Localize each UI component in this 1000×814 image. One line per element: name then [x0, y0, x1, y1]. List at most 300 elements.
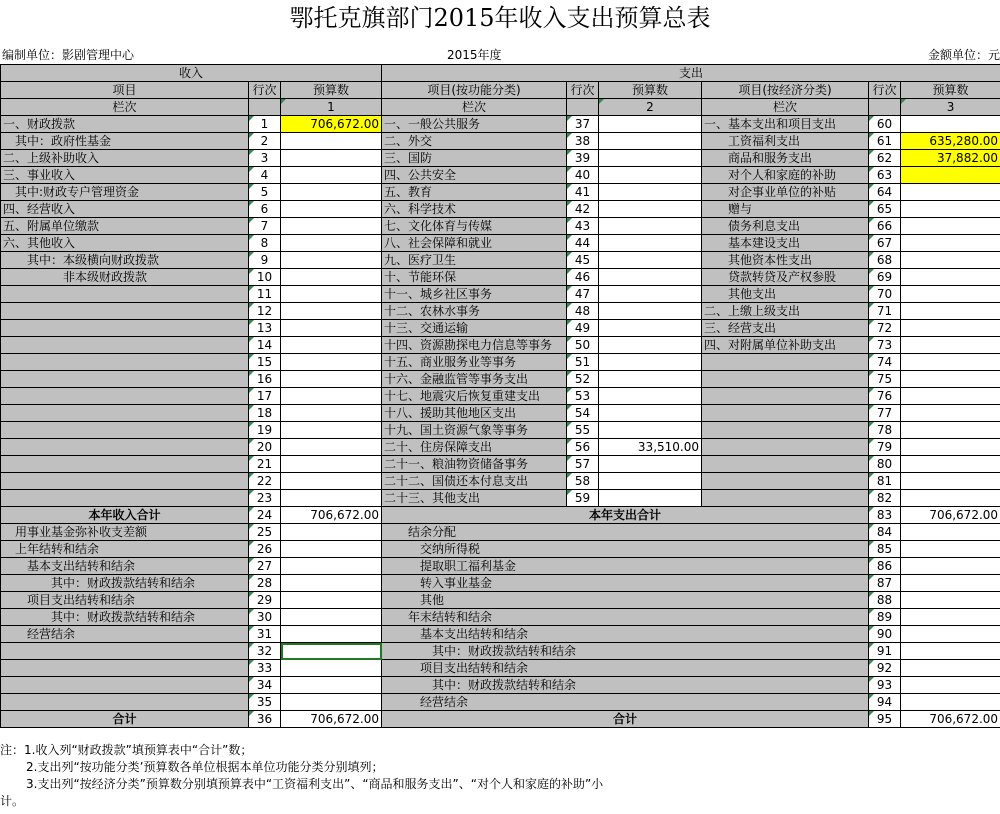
- func-item-cell[interactable]: 四、公共安全: [382, 167, 567, 184]
- line-number-cell[interactable]: 77: [869, 405, 901, 422]
- econ-line-header[interactable]: 行次: [869, 82, 901, 99]
- income-budget-cell[interactable]: [281, 643, 382, 660]
- line-number-cell[interactable]: 93: [869, 677, 901, 694]
- econ-item-cell[interactable]: 其他资本性支出: [702, 252, 869, 269]
- func-item-cell[interactable]: 九、医疗卫生: [382, 252, 567, 269]
- line-number-cell[interactable]: 36: [249, 711, 281, 728]
- econ-item-cell[interactable]: 一、基本支出和项目支出: [702, 116, 869, 133]
- func-item-cell[interactable]: 十八、援助其他地区支出: [382, 405, 567, 422]
- line-number-cell[interactable]: 83: [869, 507, 901, 524]
- line-number-cell[interactable]: 56: [567, 439, 599, 456]
- func-item-cell[interactable]: 十一、城乡社区事务: [382, 286, 567, 303]
- income-budget-cell[interactable]: [281, 371, 382, 388]
- line-number-cell[interactable]: 35: [249, 694, 281, 711]
- line-number-cell[interactable]: 7: [249, 218, 281, 235]
- line-number-cell[interactable]: 21: [249, 456, 281, 473]
- econ-item-cell[interactable]: [702, 354, 869, 371]
- econ-item-header[interactable]: 项目(按经济分类): [702, 82, 869, 99]
- expense-item-cell[interactable]: 转入事业基金: [382, 575, 869, 592]
- line-number-cell[interactable]: 17: [249, 388, 281, 405]
- line-number-cell[interactable]: 89: [869, 609, 901, 626]
- line-number-cell[interactable]: 50: [567, 337, 599, 354]
- func-item-cell[interactable]: 十三、交通运输: [382, 320, 567, 337]
- line-number-cell[interactable]: 33: [249, 660, 281, 677]
- func-budget-cell[interactable]: [599, 320, 702, 337]
- line-number-cell[interactable]: 44: [567, 235, 599, 252]
- func-budget-cell[interactable]: [599, 184, 702, 201]
- line-number-cell[interactable]: 70: [869, 286, 901, 303]
- income-budget-cell[interactable]: [281, 456, 382, 473]
- func-budget-cell[interactable]: [599, 133, 702, 150]
- income-item-cell[interactable]: 四、经营收入: [1, 201, 249, 218]
- func-item-cell[interactable]: 二、外交: [382, 133, 567, 150]
- func-item-cell[interactable]: 二十三、其他支出: [382, 490, 567, 507]
- expense-budget-cell[interactable]: [901, 609, 1000, 626]
- line-number-cell[interactable]: 74: [869, 354, 901, 371]
- line-number-cell[interactable]: 45: [567, 252, 599, 269]
- func-budget-cell[interactable]: [599, 371, 702, 388]
- line-number-cell[interactable]: 19: [249, 422, 281, 439]
- income-item-cell[interactable]: [1, 473, 249, 490]
- expense-item-cell[interactable]: 基本支出结转和结余: [382, 626, 869, 643]
- line-number-cell[interactable]: 76: [869, 388, 901, 405]
- econ-budget-cell[interactable]: [901, 388, 1000, 405]
- line-number-cell[interactable]: 3: [249, 150, 281, 167]
- line-number-cell[interactable]: 30: [249, 609, 281, 626]
- line-number-cell[interactable]: 78: [869, 422, 901, 439]
- line-number-cell[interactable]: 38: [567, 133, 599, 150]
- line-number-cell[interactable]: 24: [249, 507, 281, 524]
- line-number-cell[interactable]: 13: [249, 320, 281, 337]
- econ-item-cell[interactable]: 工资福利支出: [702, 133, 869, 150]
- func-budget-cell[interactable]: [599, 490, 702, 507]
- line-number-cell[interactable]: 27: [249, 558, 281, 575]
- func-budget-cell[interactable]: [599, 303, 702, 320]
- income-budget-cell[interactable]: [281, 286, 382, 303]
- line-number-cell[interactable]: 49: [567, 320, 599, 337]
- column-index-label[interactable]: 栏次: [702, 99, 869, 116]
- line-number-cell[interactable]: 2: [249, 133, 281, 150]
- line-number-cell[interactable]: 22: [249, 473, 281, 490]
- income-budget-cell[interactable]: [281, 150, 382, 167]
- expense-item-cell[interactable]: 结余分配: [382, 524, 869, 541]
- line-number-cell[interactable]: 71: [869, 303, 901, 320]
- line-number-cell[interactable]: 6: [249, 201, 281, 218]
- income-item-cell[interactable]: [1, 694, 249, 711]
- line-number-cell[interactable]: 48: [567, 303, 599, 320]
- econ-budget-cell[interactable]: [901, 269, 1000, 286]
- income-item-cell[interactable]: [1, 354, 249, 371]
- func-item-cell[interactable]: 十二、农林水事务: [382, 303, 567, 320]
- line-number-cell[interactable]: 15: [249, 354, 281, 371]
- column-index-3[interactable]: 3: [901, 99, 1000, 116]
- income-item-cell[interactable]: 其中:财政专户管理资金: [1, 184, 249, 201]
- line-number-cell[interactable]: 28: [249, 575, 281, 592]
- econ-budget-cell[interactable]: [901, 320, 1000, 337]
- func-item-cell[interactable]: 十五、商业服务业等事务: [382, 354, 567, 371]
- income-budget-cell[interactable]: [281, 490, 382, 507]
- income-item-cell[interactable]: 非本级财政拨款: [1, 269, 249, 286]
- line-number-cell[interactable]: 79: [869, 439, 901, 456]
- func-line-header[interactable]: 行次: [567, 82, 599, 99]
- func-item-cell[interactable]: 八、社会保障和就业: [382, 235, 567, 252]
- line-number-cell[interactable]: 10: [249, 269, 281, 286]
- line-number-cell[interactable]: 39: [567, 150, 599, 167]
- income-item-cell[interactable]: [1, 303, 249, 320]
- income-item-cell[interactable]: 五、附属单位缴款: [1, 218, 249, 235]
- line-number-cell[interactable]: 81: [869, 473, 901, 490]
- func-budget-cell[interactable]: [599, 167, 702, 184]
- expense-total-label[interactable]: 本年支出合计: [382, 507, 869, 524]
- line-number-cell[interactable]: 84: [869, 524, 901, 541]
- econ-item-cell[interactable]: 三、经营支出: [702, 320, 869, 337]
- income-budget-cell[interactable]: [281, 541, 382, 558]
- func-item-cell[interactable]: 二十一、粮油物资储备事务: [382, 456, 567, 473]
- expense-budget-cell[interactable]: [901, 643, 1000, 660]
- column-index-1[interactable]: 1: [281, 99, 382, 116]
- income-budget-cell[interactable]: [281, 388, 382, 405]
- income-budget-cell[interactable]: [281, 677, 382, 694]
- income-item-cell[interactable]: [1, 388, 249, 405]
- income-budget-cell[interactable]: [281, 218, 382, 235]
- line-number-cell[interactable]: 46: [567, 269, 599, 286]
- expense-budget-cell[interactable]: [901, 694, 1000, 711]
- expense-total-value[interactable]: 706,672.00: [901, 507, 1000, 524]
- line-number-cell[interactable]: 53: [567, 388, 599, 405]
- expense-budget-cell[interactable]: [901, 575, 1000, 592]
- func-item-cell[interactable]: 三、国防: [382, 150, 567, 167]
- func-budget-cell[interactable]: 33,510.00: [599, 439, 702, 456]
- line-number-cell[interactable]: 65: [869, 201, 901, 218]
- line-number-cell[interactable]: 90: [869, 626, 901, 643]
- econ-item-cell[interactable]: [702, 422, 869, 439]
- func-budget-cell[interactable]: [599, 269, 702, 286]
- income-budget-cell[interactable]: [281, 439, 382, 456]
- line-number-cell[interactable]: 20: [249, 439, 281, 456]
- line-number-cell[interactable]: 80: [869, 456, 901, 473]
- econ-budget-cell[interactable]: [901, 116, 1000, 133]
- income-budget-cell[interactable]: [281, 524, 382, 541]
- line-number-cell[interactable]: 63: [869, 167, 901, 184]
- expense-item-cell[interactable]: 其中：财政拨款结转和结余: [382, 643, 869, 660]
- econ-item-cell[interactable]: 对个人和家庭的补助: [702, 167, 869, 184]
- income-budget-cell[interactable]: [281, 303, 382, 320]
- line-number-cell[interactable]: 66: [869, 218, 901, 235]
- econ-item-cell[interactable]: [702, 405, 869, 422]
- line-number-cell[interactable]: 31: [249, 626, 281, 643]
- income-item-cell[interactable]: 二、上级补助收入: [1, 150, 249, 167]
- income-total-value[interactable]: 706,672.00: [281, 507, 382, 524]
- line-number-cell[interactable]: 34: [249, 677, 281, 694]
- income-budget-cell[interactable]: [281, 320, 382, 337]
- income-budget-cell[interactable]: [281, 609, 382, 626]
- line-number-cell[interactable]: 18: [249, 405, 281, 422]
- line-number-cell[interactable]: 61: [869, 133, 901, 150]
- line-number-cell[interactable]: 32: [249, 643, 281, 660]
- income-item-cell[interactable]: [1, 677, 249, 694]
- econ-budget-cell[interactable]: [901, 252, 1000, 269]
- line-number-cell[interactable]: 4: [249, 167, 281, 184]
- econ-budget-cell[interactable]: [901, 337, 1000, 354]
- expense-budget-cell[interactable]: [901, 524, 1000, 541]
- income-budget-cell[interactable]: [281, 235, 382, 252]
- func-budget-cell[interactable]: [599, 235, 702, 252]
- expense-budget-cell[interactable]: [901, 592, 1000, 609]
- econ-item-cell[interactable]: 四、对附属单位补助支出: [702, 337, 869, 354]
- income-item-cell[interactable]: 其中：财政拨款结转和结余: [1, 575, 249, 592]
- line-number-cell[interactable]: 64: [869, 184, 901, 201]
- func-item-cell[interactable]: 十四、资源勘探电力信息等事务: [382, 337, 567, 354]
- line-number-cell[interactable]: 42: [567, 201, 599, 218]
- func-budget-cell[interactable]: [599, 473, 702, 490]
- econ-item-cell[interactable]: [702, 388, 869, 405]
- income-budget-cell[interactable]: [281, 167, 382, 184]
- expense-item-cell[interactable]: 年末结转和结余: [382, 609, 869, 626]
- econ-budget-cell[interactable]: [901, 371, 1000, 388]
- income-budget-cell[interactable]: [281, 184, 382, 201]
- line-number-cell[interactable]: 43: [567, 218, 599, 235]
- line-number-cell[interactable]: 91: [869, 643, 901, 660]
- income-item-cell[interactable]: 三、事业收入: [1, 167, 249, 184]
- income-item-cell[interactable]: 用事业基金弥补收支差额: [1, 524, 249, 541]
- income-budget-header[interactable]: 预算数: [281, 82, 382, 99]
- line-number-cell[interactable]: 52: [567, 371, 599, 388]
- income-item-cell[interactable]: 上年结转和结余: [1, 541, 249, 558]
- econ-item-cell[interactable]: 商品和服务支出: [702, 150, 869, 167]
- income-item-cell[interactable]: 其中：本级横向财政拨款: [1, 252, 249, 269]
- expense-budget-cell[interactable]: [901, 541, 1000, 558]
- econ-budget-cell[interactable]: [901, 422, 1000, 439]
- line-number-cell[interactable]: 1: [249, 116, 281, 133]
- line-number-cell[interactable]: 47: [567, 286, 599, 303]
- column-index-label[interactable]: 栏次: [1, 99, 249, 116]
- econ-item-cell[interactable]: [702, 371, 869, 388]
- line-number-cell[interactable]: 59: [567, 490, 599, 507]
- econ-budget-cell[interactable]: [901, 456, 1000, 473]
- income-total-value[interactable]: 706,672.00: [281, 711, 382, 728]
- income-item-header[interactable]: 项目: [1, 82, 249, 99]
- income-budget-cell[interactable]: [281, 133, 382, 150]
- line-number-cell[interactable]: 62: [869, 150, 901, 167]
- income-item-cell[interactable]: [1, 422, 249, 439]
- econ-item-cell[interactable]: [702, 439, 869, 456]
- income-budget-cell[interactable]: [281, 422, 382, 439]
- line-number-cell[interactable]: 12: [249, 303, 281, 320]
- income-item-cell[interactable]: 基本支出结转和结余: [1, 558, 249, 575]
- func-budget-cell[interactable]: [599, 286, 702, 303]
- income-budget-cell[interactable]: [281, 626, 382, 643]
- expense-budget-cell[interactable]: [901, 660, 1000, 677]
- income-item-cell[interactable]: 经营结余: [1, 626, 249, 643]
- line-number-cell[interactable]: 82: [869, 490, 901, 507]
- line-number-cell[interactable]: 8: [249, 235, 281, 252]
- econ-budget-cell[interactable]: 635,280.00: [901, 133, 1000, 150]
- func-item-cell[interactable]: 二十、住房保障支出: [382, 439, 567, 456]
- func-budget-cell[interactable]: [599, 116, 702, 133]
- income-budget-cell[interactable]: [281, 354, 382, 371]
- econ-item-cell[interactable]: 贷款转贷及产权参股: [702, 269, 869, 286]
- income-budget-cell[interactable]: [281, 592, 382, 609]
- econ-budget-cell[interactable]: [901, 235, 1000, 252]
- line-number-cell[interactable]: 5: [249, 184, 281, 201]
- income-budget-cell[interactable]: [281, 694, 382, 711]
- line-number-cell[interactable]: 68: [869, 252, 901, 269]
- func-item-header[interactable]: 项目(按功能分类): [382, 82, 567, 99]
- func-item-cell[interactable]: 七、文化体育与传媒: [382, 218, 567, 235]
- func-budget-cell[interactable]: [599, 218, 702, 235]
- econ-budget-header[interactable]: 预算数: [901, 82, 1000, 99]
- income-budget-cell[interactable]: 706,672.00: [281, 116, 382, 133]
- income-budget-cell[interactable]: [281, 201, 382, 218]
- func-budget-cell[interactable]: [599, 252, 702, 269]
- expense-budget-cell[interactable]: [901, 626, 1000, 643]
- income-total-label[interactable]: 本年收入合计: [1, 507, 249, 524]
- line-number-cell[interactable]: 40: [567, 167, 599, 184]
- income-budget-cell[interactable]: [281, 337, 382, 354]
- line-number-cell[interactable]: 94: [869, 694, 901, 711]
- econ-budget-cell[interactable]: [901, 167, 1000, 184]
- econ-item-cell[interactable]: 二、上缴上级支出: [702, 303, 869, 320]
- income-item-cell[interactable]: 其中：财政拨款结转和结余: [1, 609, 249, 626]
- income-total-label[interactable]: 合计: [1, 711, 249, 728]
- line-number-cell[interactable]: 75: [869, 371, 901, 388]
- econ-item-cell[interactable]: [702, 490, 869, 507]
- econ-item-cell[interactable]: [702, 473, 869, 490]
- line-number-cell[interactable]: 23: [249, 490, 281, 507]
- expense-budget-cell[interactable]: [901, 558, 1000, 575]
- func-budget-cell[interactable]: [599, 150, 702, 167]
- line-number-cell[interactable]: 92: [869, 660, 901, 677]
- func-item-cell[interactable]: 一、一般公共服务: [382, 116, 567, 133]
- income-budget-cell[interactable]: [281, 473, 382, 490]
- income-item-cell[interactable]: [1, 456, 249, 473]
- func-item-cell[interactable]: 十六、金融监管等事务支出: [382, 371, 567, 388]
- line-number-cell[interactable]: 26: [249, 541, 281, 558]
- line-number-cell[interactable]: 67: [869, 235, 901, 252]
- func-budget-cell[interactable]: [599, 201, 702, 218]
- column-index-label[interactable]: 栏次: [382, 99, 567, 116]
- line-number-cell[interactable]: 60: [869, 116, 901, 133]
- func-budget-cell[interactable]: [599, 354, 702, 371]
- econ-budget-cell[interactable]: [901, 439, 1000, 456]
- econ-budget-cell[interactable]: [901, 473, 1000, 490]
- expense-item-cell[interactable]: 提取职工福利基金: [382, 558, 869, 575]
- line-number-cell[interactable]: 16: [249, 371, 281, 388]
- func-budget-cell[interactable]: [599, 422, 702, 439]
- income-budget-cell[interactable]: [281, 269, 382, 286]
- line-number-cell[interactable]: 51: [567, 354, 599, 371]
- econ-budget-cell[interactable]: [901, 218, 1000, 235]
- line-number-cell[interactable]: 87: [869, 575, 901, 592]
- income-item-cell[interactable]: [1, 660, 249, 677]
- income-item-cell[interactable]: [1, 439, 249, 456]
- line-number-cell[interactable]: 85: [869, 541, 901, 558]
- line-number-cell[interactable]: 54: [567, 405, 599, 422]
- income-item-cell[interactable]: [1, 320, 249, 337]
- func-budget-cell[interactable]: [599, 388, 702, 405]
- line-number-cell[interactable]: 95: [869, 711, 901, 728]
- econ-item-cell[interactable]: 基本建设支出: [702, 235, 869, 252]
- econ-item-cell[interactable]: 债务利息支出: [702, 218, 869, 235]
- econ-budget-cell[interactable]: [901, 354, 1000, 371]
- column-index-2[interactable]: 2: [599, 99, 702, 116]
- line-number-cell[interactable]: 9: [249, 252, 281, 269]
- income-budget-cell[interactable]: [281, 575, 382, 592]
- income-item-cell[interactable]: [1, 490, 249, 507]
- line-number-cell[interactable]: 37: [567, 116, 599, 133]
- line-number-cell[interactable]: 69: [869, 269, 901, 286]
- line-number-cell[interactable]: 88: [869, 592, 901, 609]
- income-item-cell[interactable]: [1, 371, 249, 388]
- expense-total-label[interactable]: 合计: [382, 711, 869, 728]
- income-item-cell[interactable]: [1, 405, 249, 422]
- func-item-cell[interactable]: 十、节能环保: [382, 269, 567, 286]
- income-budget-cell[interactable]: [281, 558, 382, 575]
- func-item-cell[interactable]: 十七、地震灾后恢复重建支出: [382, 388, 567, 405]
- line-number-cell[interactable]: 11: [249, 286, 281, 303]
- econ-budget-cell[interactable]: [901, 184, 1000, 201]
- income-item-cell[interactable]: 项目支出结转和结余: [1, 592, 249, 609]
- econ-item-cell[interactable]: 其他支出: [702, 286, 869, 303]
- expense-item-cell[interactable]: 项目支出结转和结余: [382, 660, 869, 677]
- econ-item-cell[interactable]: 对企事业单位的补贴: [702, 184, 869, 201]
- func-item-cell[interactable]: 十九、国土资源气象等事务: [382, 422, 567, 439]
- func-item-cell[interactable]: 二十二、国债还本付息支出: [382, 473, 567, 490]
- line-number-cell[interactable]: 41: [567, 184, 599, 201]
- line-number-cell[interactable]: 72: [869, 320, 901, 337]
- expense-item-cell[interactable]: 交纳所得税: [382, 541, 869, 558]
- income-item-cell[interactable]: [1, 643, 249, 660]
- func-item-cell[interactable]: 六、科学技术: [382, 201, 567, 218]
- income-budget-cell[interactable]: [281, 252, 382, 269]
- econ-budget-cell[interactable]: 37,882.00: [901, 150, 1000, 167]
- econ-budget-cell[interactable]: [901, 286, 1000, 303]
- income-item-cell[interactable]: 六、其他收入: [1, 235, 249, 252]
- income-item-cell[interactable]: [1, 337, 249, 354]
- expense-item-cell[interactable]: 其中：财政拨款结转和结余: [382, 677, 869, 694]
- line-number-cell[interactable]: 25: [249, 524, 281, 541]
- line-number-cell[interactable]: 58: [567, 473, 599, 490]
- func-item-cell[interactable]: 五、教育: [382, 184, 567, 201]
- func-budget-header[interactable]: 预算数: [599, 82, 702, 99]
- line-number-cell[interactable]: 86: [869, 558, 901, 575]
- expense-item-cell[interactable]: 经营结余: [382, 694, 869, 711]
- income-item-cell[interactable]: [1, 286, 249, 303]
- econ-item-cell[interactable]: [702, 456, 869, 473]
- income-budget-cell[interactable]: [281, 660, 382, 677]
- income-item-cell[interactable]: 一、财政拨款: [1, 116, 249, 133]
- line-number-cell[interactable]: 55: [567, 422, 599, 439]
- line-number-cell[interactable]: 57: [567, 456, 599, 473]
- income-budget-cell[interactable]: [281, 405, 382, 422]
- func-budget-cell[interactable]: [599, 456, 702, 473]
- expense-total-value[interactable]: 706,672.00: [901, 711, 1000, 728]
- func-budget-cell[interactable]: [599, 337, 702, 354]
- econ-budget-cell[interactable]: [901, 490, 1000, 507]
- line-number-cell[interactable]: 14: [249, 337, 281, 354]
- econ-item-cell[interactable]: 赠与: [702, 201, 869, 218]
- econ-budget-cell[interactable]: [901, 303, 1000, 320]
- line-number-cell[interactable]: 29: [249, 592, 281, 609]
- func-budget-cell[interactable]: [599, 405, 702, 422]
- expense-item-cell[interactable]: 其他: [382, 592, 869, 609]
- econ-budget-cell[interactable]: [901, 201, 1000, 218]
- econ-budget-cell[interactable]: [901, 405, 1000, 422]
- line-number-cell[interactable]: 73: [869, 337, 901, 354]
- expense-budget-cell[interactable]: [901, 677, 1000, 694]
- income-item-cell[interactable]: 其中：政府性基金: [1, 133, 249, 150]
- income-line-header[interactable]: 行次: [249, 82, 281, 99]
